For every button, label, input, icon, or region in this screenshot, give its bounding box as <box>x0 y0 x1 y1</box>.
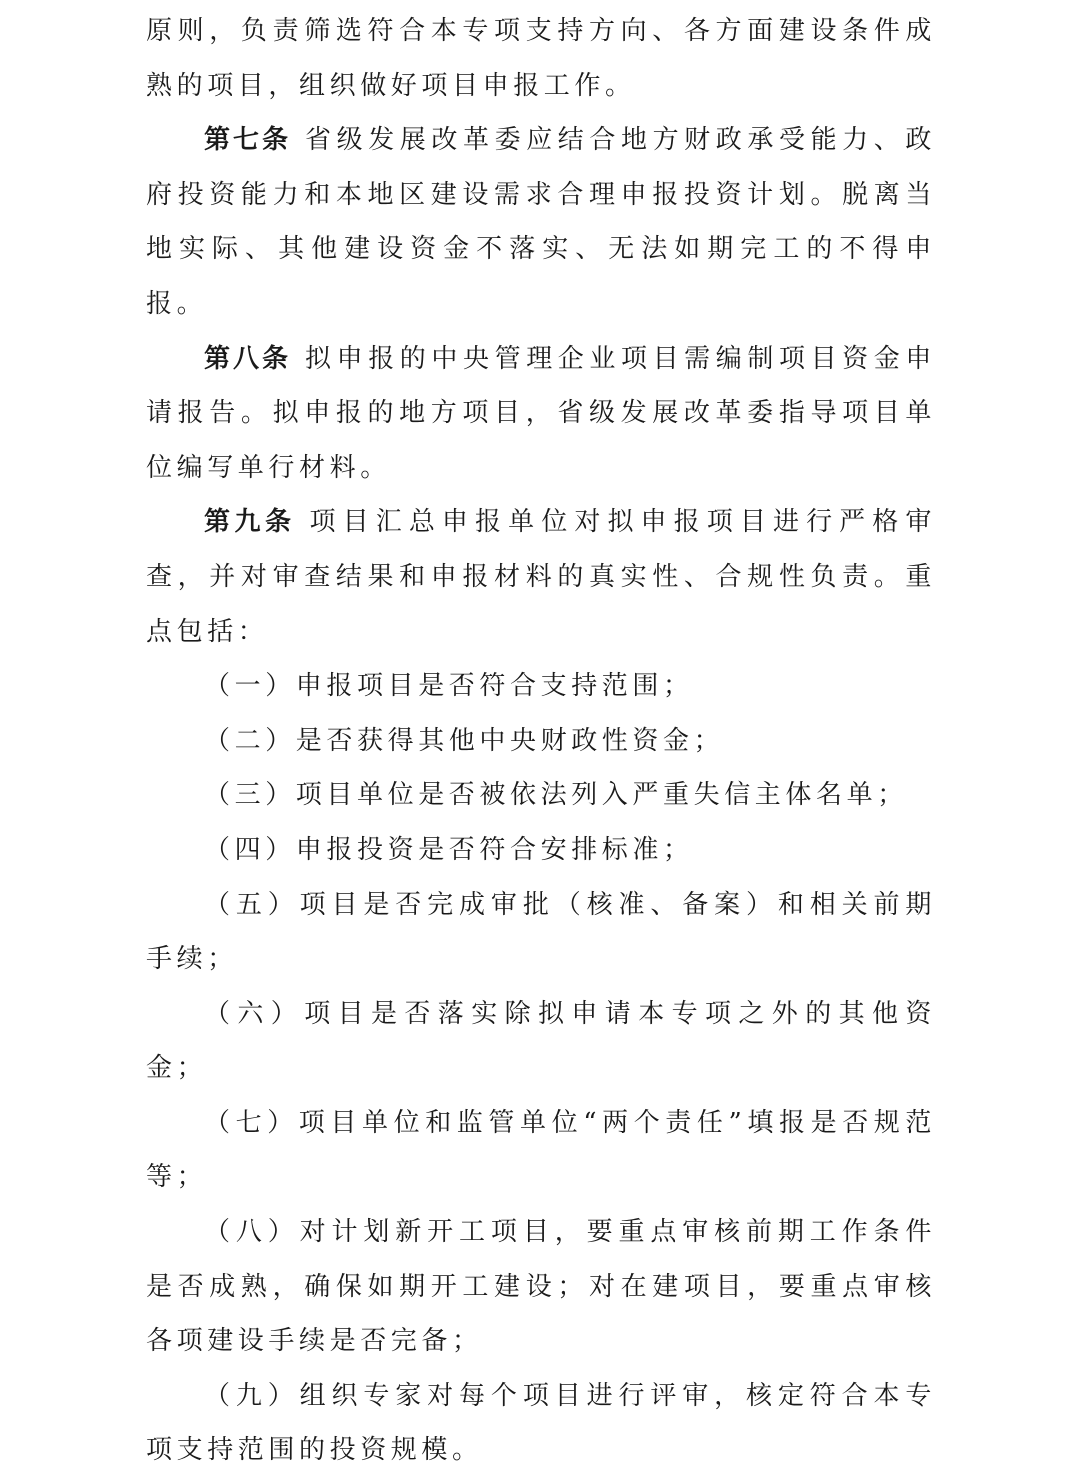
article-7 <box>146 113 936 331</box>
list-item-9: （九）组织专家对每个项目进行评审，核定符合本专项支持范围的投资规模。 <box>146 1380 936 1466</box>
list-item-5: （五）项目是否完成审批（核准、备案）和相关前期手续； <box>146 889 936 975</box>
article-8-title: 第八条 <box>204 343 291 374</box>
list-item-3: （三）项目单位是否被依法列入严重失信主体名单； <box>204 780 908 811</box>
paragraph-continuation: 原则，负责筛选符合本专项支持方向、各方面建设条件成熟的项目，组织做好项目申报工作。 <box>146 16 936 101</box>
article-7-text: 省级发展改革委应结合地方财政承受能力、政府投资能力和本地区建设需求合理申报投资计划。脱离当地实际、其他建设资金不落实、无法如期完工的不得申报。 <box>146 125 936 319</box>
article-8-text: 拟申报的中央管理企业项目需编制项目资金申请报告。拟申报的地方项目，省级发展改革委指导项目单位编写单行材料。 <box>146 343 936 483</box>
article-9-title: 第九条 <box>204 507 296 538</box>
article-9 <box>146 495 936 659</box>
document-page <box>146 4 936 1478</box>
article-8 <box>146 332 936 496</box>
list-item-8: （八）对计划新开工项目，要重点审核前期工作条件是否成熟，确保如期开工建设；对在建项目，要重点审核各项建设手续是否完备； <box>146 1217 936 1357</box>
article-7-title: 第七条 <box>204 125 291 156</box>
list-item-2: （二）是否获得其他中央财政性资金； <box>204 725 725 756</box>
list-item-1: （一）申报项目是否符合支持范围； <box>204 671 694 702</box>
list-item-4: （四）申报投资是否符合安排标准； <box>204 834 694 865</box>
list-item-6: （六）项目是否落实除拟申请本专项之外的其他资金； <box>146 998 936 1084</box>
article-9-text: 项目汇总申报单位对拟申报项目进行严格审查，并对审查结果和申报材料的真实性、合规性负责。重点包括： <box>146 507 936 647</box>
list-item-7: （七）项目单位和监管单位“两个责任”填报是否规范等； <box>146 1107 936 1193</box>
